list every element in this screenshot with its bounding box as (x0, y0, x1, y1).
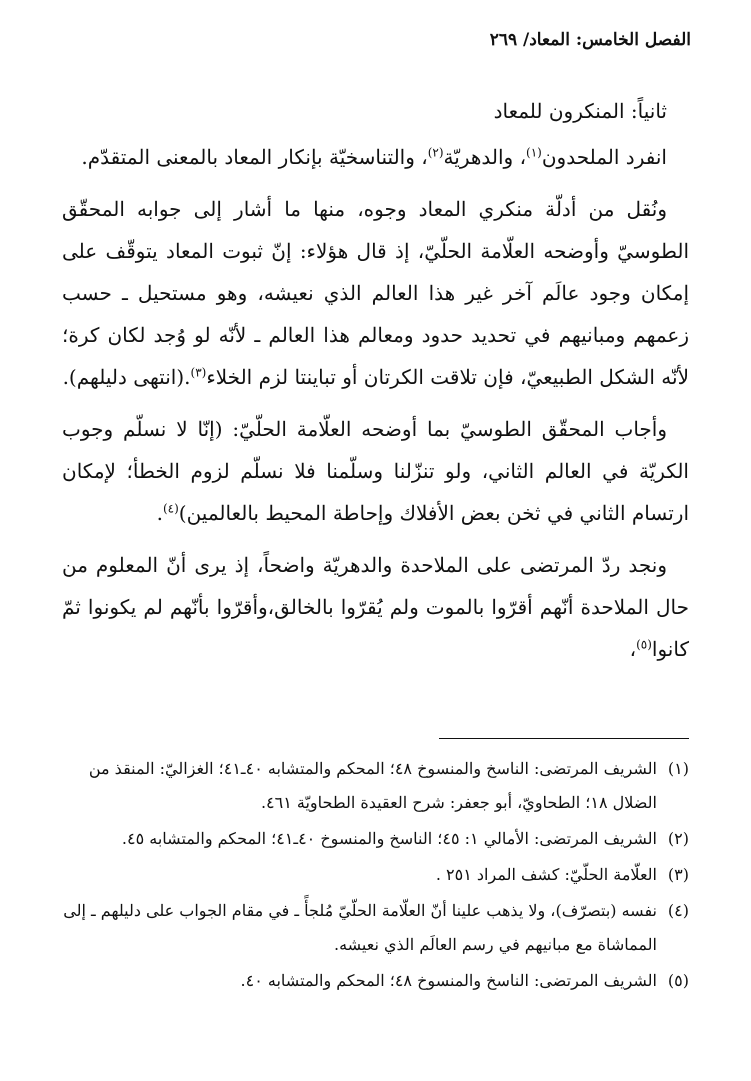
paragraph-3-part-a: وأجاب المحقّق الطوسيّ بما أوضحه العلّامة الحلّيّ: (إنّا لا نسلّم وجوب الكريّة في العالم الثاني، ولو تنزّلنا وسلّمنا فلا نسلّم لزوم الخطأ؛ لإمكان ارتسام الثاني في ثخن بعض الأفلاك وإحاطة المحيط بالعالمين) (62, 417, 689, 525)
footnote-ref-1[interactable]: (١) (526, 145, 542, 160)
paragraph-2-part-b: .(انتهى دليلهم). (62, 365, 191, 389)
footnote-text: العلّامة الحلّيّ: كشف المراد ٢٥١ . (435, 865, 657, 884)
footnote-text: الشريف المرتضى: الناسخ والمنسوخ ٤٨؛ المحكم والمتشابه ٤٠ـ٤١؛ الغزاليّ: المنقذ من الضلال ١٨؛ الطحاويّ، أبو جعفر: شرح العقيدة الطحاويّة ٤٦١. (88, 759, 657, 812)
paragraph-1-part-b: ، والدهريّة (443, 145, 527, 169)
footnote-number: (٤) (667, 901, 689, 920)
footnote-number: (٥) (667, 971, 689, 990)
footnote-text: الشريف المرتضى: الناسخ والمنسوخ ٤٨؛ المحكم والمتشابه ٤٠. (240, 971, 657, 990)
footnote-number: (٣) (667, 865, 689, 884)
paragraph-3-part-b: . (156, 501, 163, 525)
section-heading: ثانياً: المنكرون للمعاد (493, 99, 667, 123)
paragraph-1-part-c: ، والتناسخيّة بإنكار المعاد بالمعنى المتقدّم. (81, 145, 428, 169)
footnote-ref-3[interactable]: (٣) (190, 365, 207, 380)
paragraph-2 (62, 188, 689, 398)
footnote-ref-2[interactable]: (٢) (427, 145, 444, 160)
paragraph-3 (62, 408, 689, 534)
footnote-number: (١) (667, 759, 689, 778)
footnote-separator (439, 738, 689, 739)
footnote-ref-5[interactable]: (٥) (636, 637, 652, 652)
footnote-3 (62, 858, 689, 892)
paragraph-4 (62, 544, 689, 670)
paragraph-4-part-b: ، (629, 637, 637, 661)
footnote-number: (٢) (667, 829, 689, 848)
paragraph-1 (62, 136, 689, 178)
footnote-5 (62, 964, 689, 998)
running-head-text: الفصل الخامس: المعاد/ ٢٦٩ (489, 30, 691, 50)
footnotes (62, 752, 689, 1000)
footnote-text: الشريف المرتضى: الأمالي ١: ٤٥؛ الناسخ والمنسوخ ٤٠ـ٤١؛ المحكم والمتشابه ٤٥. (121, 829, 657, 848)
paragraph-2-part-a: ونُقل من أدلّة منكري المعاد وجوه، منها ما أشار إلى جوابه المحقّق الطوسيّ وأوضحه العلّامة الحلّيّ، إذ قال هؤلاء: إنّ ثبوت المعاد يتوقّف على إمكان وجود عالَم آخر غير هذا العالم الذي نعيشه، وهو مستحيل ـ حسب زعمهم ومبانيهم في تحديد حدود ومعالم هذا العالم ـ لأنّه لو وُجد لكان كرة؛ لأنّه الشكل الطبيعيّ، فإن تلاقت الكرتان أو تباينتا لزم الخلاء (62, 197, 689, 389)
main-text (62, 86, 689, 670)
footnote-2 (62, 822, 689, 856)
footnote-text: نفسه (بتصرّف)، ولا يذهب علينا أنّ العلّامة الحلّيّ مُلجأً ـ في مقام الجواب على دليلهم ـ إلى المماشاة مع مبانيهم في رسم العالَم الذي نعيشه. (63, 901, 657, 954)
footnote-1 (62, 752, 689, 820)
footnote-ref-4[interactable]: (٤) (162, 501, 179, 516)
paragraph-4-part-a: ونجد ردّ المرتضى على الملاحدة والدهريّة واضحاً، إذ يرى أنّ المعلوم من حال الملاحدة أنّهم أقرّوا بالموت ولم يُقرّوا بالخالق،وأقرّوا بأنّهم لم يكونوا ثمّ كانوا (62, 553, 689, 661)
running-header (60, 28, 691, 52)
paragraph-1-part-a: انفرد الملحدون (541, 145, 667, 169)
footnote-4 (62, 894, 689, 962)
